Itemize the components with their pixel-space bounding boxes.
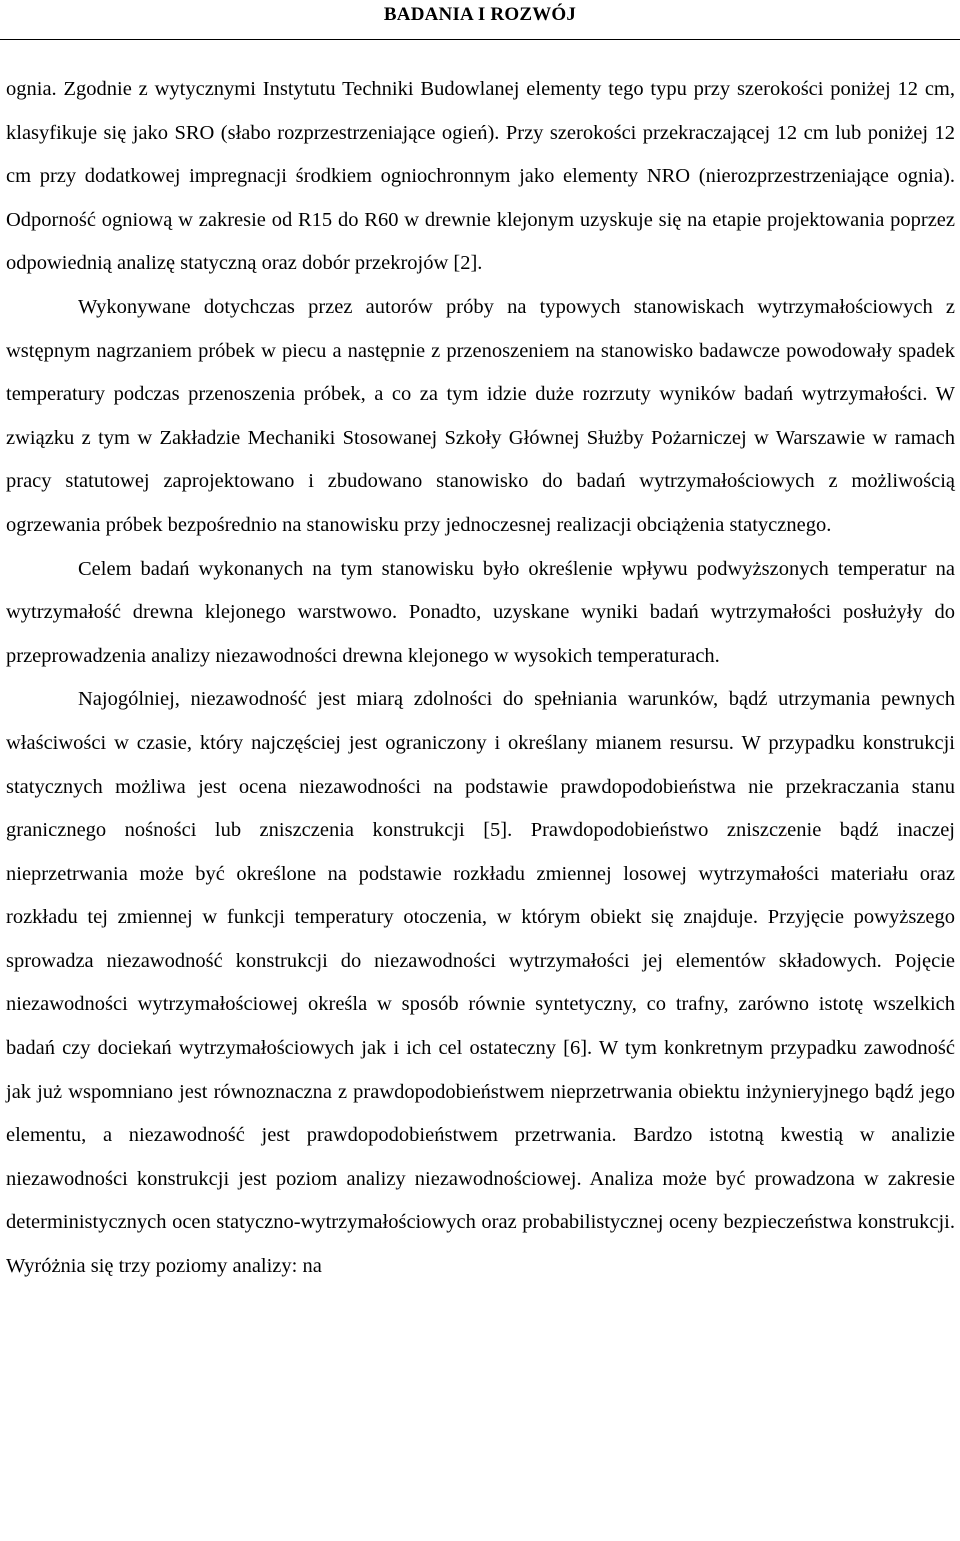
page-header <box>0 0 960 40</box>
paragraph-test-stand: Wykonywane dotychczas przez autorów próby na typowych stanowiskach wytrzymałościowych z wstępnym nagrzaniem próbek w piecu a następnie z przenoszeniem na stanowisko badawcze powodowały spadek temperatury podczas przenoszenia próbek, a co za tym idzie duże rozrzuty wyników badań wytrzymałości. W związku z tym w Zakładzie Mechaniki Stosowanej Szkoły Głównej Służby Pożarniczej w Warszawie w ramach pracy statutowej zaprojektowano i zbudowano stanowisko do badań wytrzymałościowych z możliwością ogrzewania próbek bezpośrednio na stanowisku przy jednoczesnej realizacji obciążenia statycznego. <box>6 295 955 536</box>
paragraph-continued: ognia. Zgodnie z wytycznymi Instytutu Techniki Budowlanej elementy tego typu przy szerokości poniżej 12 cm, klasyfikuje się jako SRO (słabo rozprzestrzeniające ogień). Przy szerokości przekraczającej 12 cm lub poniżej 12 cm przy dodatkowej impregnacji środkiem ogniochronnym jako elementy NRO (nierozprzestrzeniające ognia). Odporność ogniową w zakresie od R15 do R60 w drewnie klejonym uzyskuje się na etapie projektowania poprzez odpowiednią analizę statyczną oraz dobór przekrojów [2]. <box>6 78 955 275</box>
paragraph-reliability: Najogólniej, niezawodność jest miarą zdolności do spełniania warunków, bądź utrzymania pewnych właściwości w czasie, który najczęściej jest ograniczony i określany mianem resursu. W przypadku konstrukcji statycznych możliwa jest ocena niezawodności na podstawie prawdopodobieństwa nie przekraczania stanu granicznego nośności lub zniszczenia konstrukcji [5]. Prawdopodobieństwo zniszczenie bądź inaczej nieprzetrwania może być określone na podstawie rozkładu zmiennej losowej wytrzymałości materiału oraz rozkładu tej zmiennej w funkcji temperatury otoczenia, w którym obiekt się znajduje. Przyjęcie powyższego sprowadza niezawodność konstrukcji do niezawodności wytrzymałości jej elementów składowych. Pojęcie niezawodności wytrzymałościowej określa w sposób równie syntetyczny, co trafny, zarówno istotę wszelkich badań czy dociekań wytrzymałościowych jak i ich cel ostateczny [6]. W tym konkretnym przypadku zawodność jak już wspomniano jest równoznaczna z prawdopodobieństwem nieprzetrwania obiektu inżynieryjnego bądź jego elementu, a niezawodność jest prawdopodobieństwem przetrwania. Bardzo istotną kwestią w analizie niezawodności konstrukcji jest poziom analizy niezawodnościowej. Analiza może być prowadzona w zakresie deterministycznych ocen statyczno-wytrzymałościowych oraz probabilistycznej oceny bezpieczeństwa konstrukcji. Wyróżnia się trzy poziomy analizy: na <box>6 688 955 1278</box>
document-body <box>6 68 955 1289</box>
header-title: BADANIA I ROZWÓJ <box>383 4 577 25</box>
header-rule <box>0 39 960 40</box>
paragraph-research-goal: Celem badań wykonanych na tym stanowisku było określenie wpływu podwyższonych temperatur na wytrzymałość drewna klejonego warstwowo. Ponadto, uzyskane wyniki badań wytrzymałości posłużyły do przeprowadzenia analizy niezawodności drewna klejonego w wysokich temperaturach. <box>6 557 955 667</box>
